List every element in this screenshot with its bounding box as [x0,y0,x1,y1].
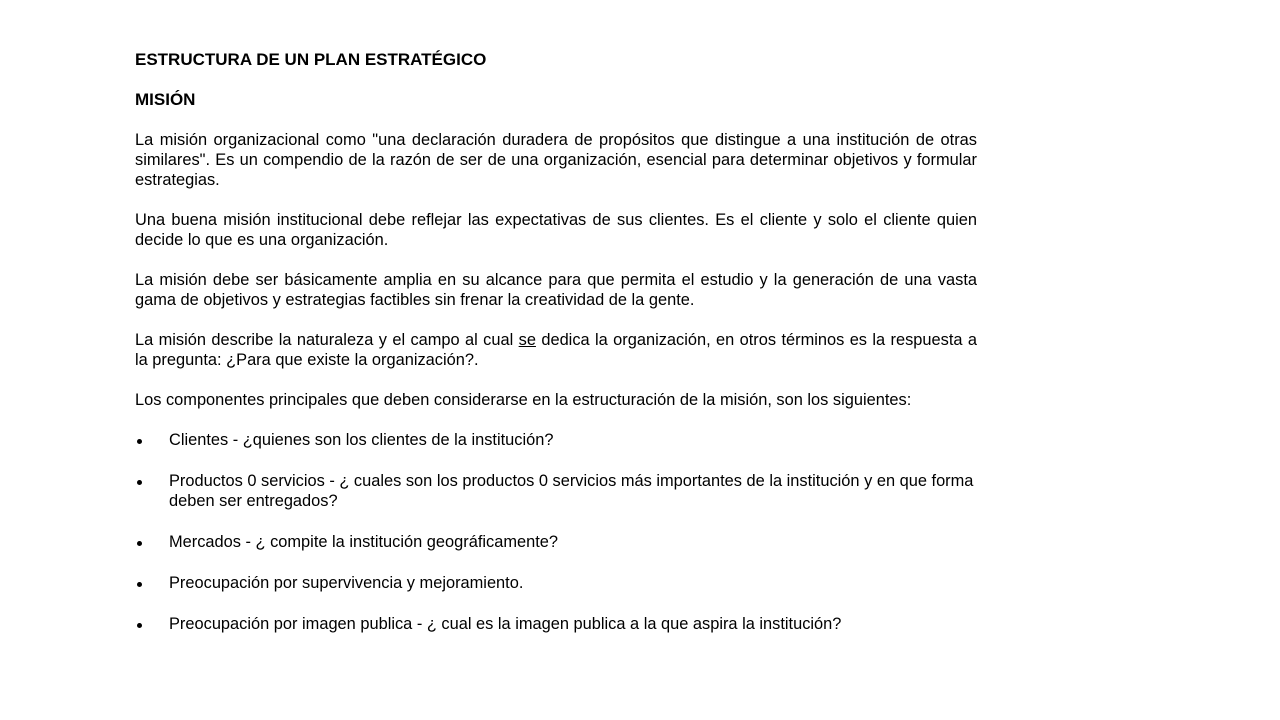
bullet-dot-icon [137,582,142,587]
paragraph-3: La misión debe ser básicamente amplia en su alcance para que permita el estudio y la generación de una vasta gama de objetivos y estrategias factibles sin frenar la creatividad de la gente. [135,271,977,309]
underlined-word: se [518,331,536,349]
document-title: ESTRUCTURA DE UN PLAN ESTRATÉGICO [135,50,487,69]
paragraph-4 [135,330,977,370]
components-list [135,430,977,634]
section-heading-mision: MISIÓN [135,90,196,109]
list-item-text: Productos 0 servicios - ¿ cuales son los productos 0 servicios más importantes de la institución y en que forma deben ser entregados? [169,472,974,510]
paragraph-4-part-1: La misión describe la naturaleza y el campo al cual [135,331,519,349]
list-item [135,430,977,450]
paragraph-5: Los componentes principales que deben considerarse en la estructuración de la misión, son los siguientes: [135,391,912,409]
paragraph-1: La misión organizacional como "una declaración duradera de propósitos que distingue a una institución de otras similares". Es un compendio de la razón de ser de una organización, esencial para determinar objetivos y formular estrategias. [135,131,977,189]
list-item-text: Preocupación por imagen publica - ¿ cual es la imagen publica a la que aspira la institución? [169,615,842,633]
list-item [135,573,977,593]
list-item [135,532,977,552]
list-item-text: Mercados - ¿ compite la institución geográficamente? [169,533,559,551]
bullet-dot-icon [137,439,142,444]
list-item-text: Clientes - ¿quienes son los clientes de la institución? [169,431,554,449]
bullet-dot-icon [137,623,142,628]
list-item [135,471,977,511]
bullet-dot-icon [137,480,142,485]
list-item-text: Preocupación por supervivencia y mejoramiento. [169,574,524,592]
paragraph-2: Una buena misión institucional debe reflejar las expectativas de sus clientes. Es el cliente y solo el cliente quien decide lo que es una organización. [135,211,977,249]
list-item [135,614,977,634]
document-page [135,50,977,655]
bullet-dot-icon [137,541,142,546]
paragraph-4-part-2: dedica la organización, en otros términos es la respuesta a la pregunta: ¿Para que existe la organización?. [135,331,977,369]
